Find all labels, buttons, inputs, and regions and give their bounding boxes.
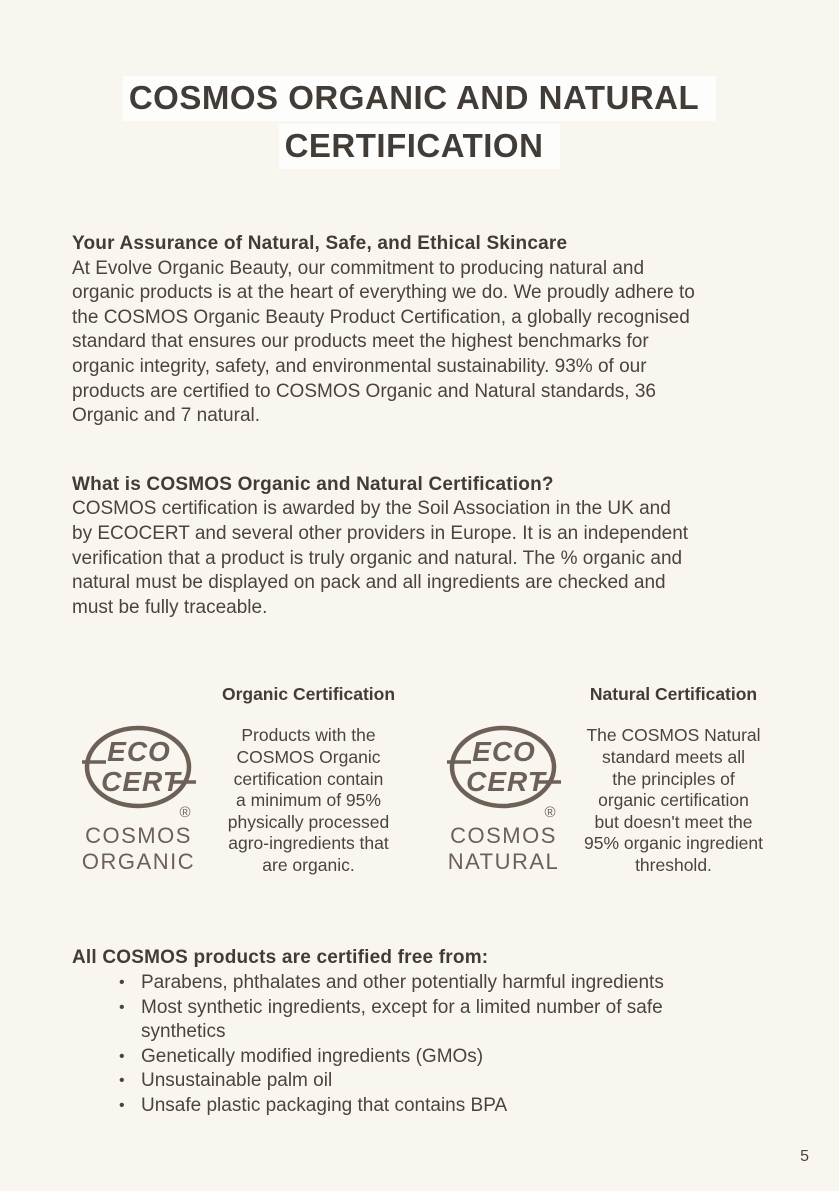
what-is-paragraph — [72, 497, 767, 620]
logo-eco-text: ECO — [471, 736, 536, 768]
paragraph-line: by ECOCERT and several other providers in Europe. It is an independent — [72, 522, 689, 544]
paragraph-line: Organic and 7 natural. — [72, 405, 261, 427]
natural-certification-text — [570, 721, 777, 876]
certification-text-line: COSMOS Organic — [236, 746, 381, 767]
logo-label-line: NATURAL — [447, 849, 560, 875]
free-from-heading: All COSMOS products are certified free from: — [72, 947, 489, 969]
page-title-line: COSMOS ORGANIC AND NATURAL — [123, 76, 716, 121]
paragraph-line: natural must be displayed on pack and all ingredients are checked and — [72, 572, 666, 594]
logo-eco-text: ECO — [106, 736, 171, 768]
section-assurance — [72, 232, 767, 429]
certification-text-line: a minimum of 95% — [236, 790, 381, 811]
bullet-item: • Unsafe plastic packaging that contains BPA — [117, 1094, 742, 1119]
registered-trademark-icon: ® — [178, 804, 191, 822]
certification-text-line: organic certification — [598, 790, 749, 811]
logo-cert-text: CERT — [100, 766, 181, 798]
paragraph-line: organic integrity, safety, and environmental sustainability. 93% of our — [72, 355, 647, 377]
paragraph-line: must be fully traceable. — [72, 596, 268, 618]
certification-text-line: agro-ingredients that — [228, 833, 389, 854]
certification-columns — [72, 684, 777, 876]
organic-certification-column — [72, 684, 412, 876]
certification-text-line: The COSMOS Natural — [586, 725, 761, 746]
certification-text-line: certification contain — [233, 768, 384, 789]
natural-certification-heading: Natural Certification — [589, 684, 758, 705]
logo-label-line: COSMOS — [85, 823, 192, 849]
logo-cert-text: CERT — [465, 766, 546, 798]
logo-label-line: COSMOS — [450, 823, 557, 849]
certification-text-line: the principles of — [612, 768, 735, 789]
paragraph-line: standard that ensures our products meet the highest benchmarks for — [72, 331, 649, 353]
paragraph-line: At Evolve Organic Beauty, our commitment to producing natural and — [72, 257, 645, 279]
page-number: 5 — [800, 1148, 809, 1165]
what-is-heading: What is COSMOS Organic and Natural Certification? — [72, 473, 554, 495]
natural-certification-body — [437, 721, 777, 876]
paragraph-line: COSMOS certification is awarded by the Soil Association in the UK and — [72, 498, 671, 520]
paragraph-line: verification that a product is truly organic and natural. The % organic and — [72, 547, 683, 569]
certification-text-line: physically processed — [227, 811, 390, 832]
ecocert-badge-icon — [82, 725, 196, 823]
logo-label-line: ORGANIC — [81, 849, 196, 875]
paragraph-line: products are certified to COSMOS Organic and Natural standards, 36 — [72, 380, 656, 402]
paragraph-line: organic products is at the heart of everything we do. We proudly adhere to — [72, 282, 695, 304]
bullet-item: • Parabens, phthalates and other potentially harmful ingredients — [117, 971, 742, 996]
certification-text-line: threshold. — [635, 854, 712, 875]
bullet-item: • Unsustainable palm oil — [117, 1069, 742, 1094]
assurance-heading: Your Assurance of Natural, Safe, and Ethical Skincare — [72, 233, 568, 254]
ecocert-cosmos-organic-logo — [72, 721, 205, 876]
page-title — [0, 0, 839, 172]
ecocert-badge-icon — [447, 725, 561, 823]
page-title-line: CERTIFICATION — [279, 124, 561, 169]
organic-certification-text — [205, 721, 412, 876]
certification-text-line: but doesn't meet the — [594, 811, 753, 832]
organic-certification-body — [72, 721, 412, 876]
bullet-item: • Genetically modified ingredients (GMOs) — [117, 1045, 742, 1070]
certification-text-line: are organic. — [262, 854, 355, 875]
certification-text-line: standard meets all — [602, 746, 745, 767]
bullet-item: • Most synthetic ingredients, except for a limited number of safe synthetics — [117, 996, 742, 1045]
assurance-paragraph — [72, 257, 767, 429]
natural-certification-column — [437, 684, 777, 876]
certification-text-line: Products with the — [241, 725, 376, 746]
logo-label — [437, 823, 570, 875]
ecocert-cosmos-natural-logo — [437, 721, 570, 876]
organic-certification-heading: Organic Certification — [221, 684, 396, 705]
certification-text-line: 95% organic ingredient — [583, 833, 763, 854]
free-from-bullet-list — [72, 971, 767, 1119]
registered-trademark-icon: ® — [543, 804, 556, 822]
section-free-from — [72, 946, 767, 1118]
logo-label — [72, 823, 205, 875]
paragraph-line: the COSMOS Organic Beauty Product Certification, a globally recognised — [72, 306, 690, 328]
section-what-is-certification — [72, 473, 767, 621]
